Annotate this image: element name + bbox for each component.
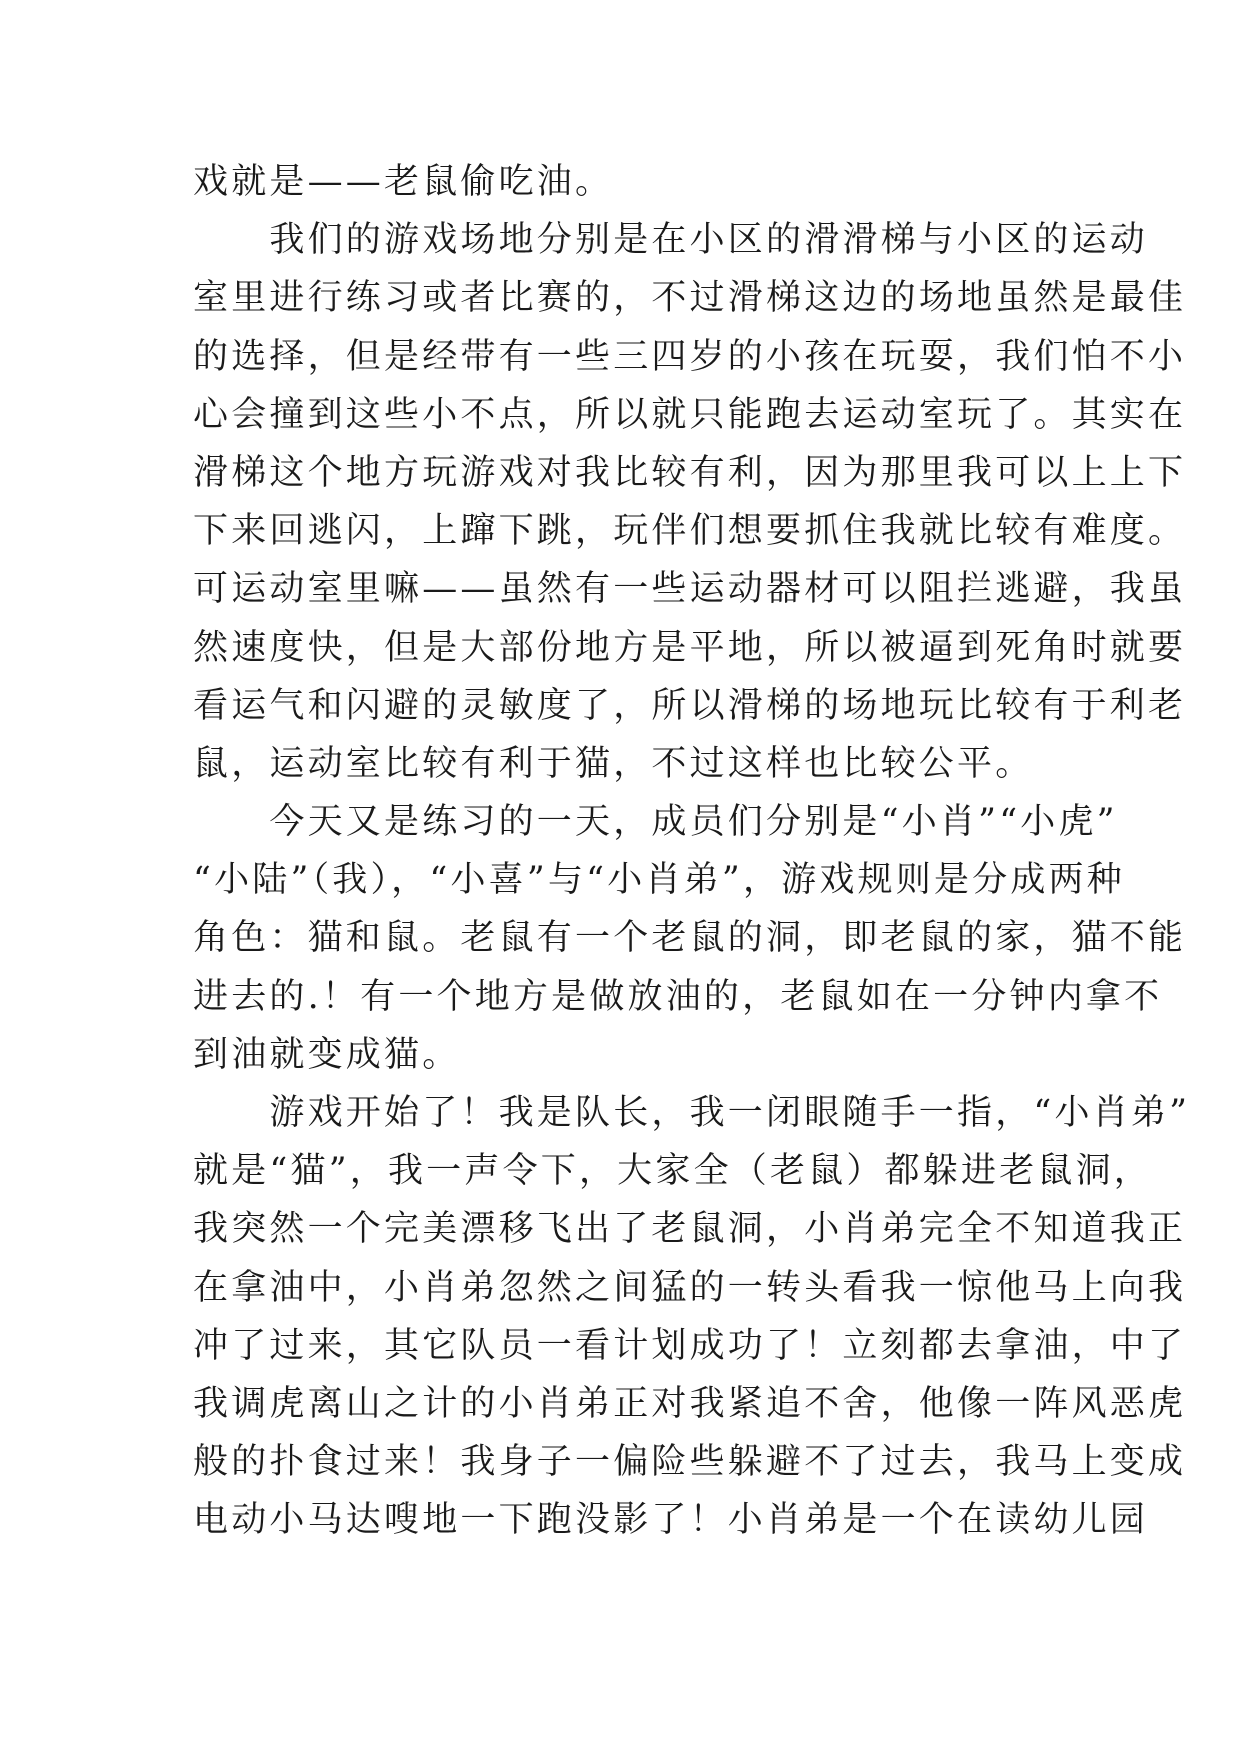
text-line: 进去的.！有一个地方是做放油的，老鼠如在一分钟内拿不 xyxy=(193,976,1163,1017)
text-line: 室里进行练习或者比赛的，不过滑梯这边的场地虽然是最佳 xyxy=(193,278,1187,319)
text-line: 就是“猫”，我一声令下，大家全（老鼠）都躲进老鼠洞， xyxy=(193,1151,1152,1192)
text-line: 心会撞到这些小不点，所以就只能跑去运动室玩了。其实在 xyxy=(193,394,1187,435)
text-line: 鼠，运动室比较有利于猫，不过这样也比较公平。 xyxy=(193,743,1034,784)
text-line: 电动小马达嗖地一下跑没影了！小肖弟是一个在读幼儿园 xyxy=(193,1500,1149,1541)
text-line: 我调虎离山之计的小肖弟正对我紧追不舍，他像一阵风恶虎 xyxy=(193,1383,1187,1424)
text-line: 我们的游戏场地分别是在小区的滑滑梯与小区的运动 xyxy=(193,220,1149,261)
text-line: 滑梯这个地方玩游戏对我比较有利，因为那里我可以上上下 xyxy=(193,452,1187,493)
text-line: 戏就是——老鼠偷吃油。 xyxy=(193,162,614,202)
text-line: 看运气和闪避的灵敏度了，所以滑梯的场地玩比较有于利老 xyxy=(193,685,1187,726)
text-line: “小陆”（我），“小喜”与“小肖弟”，游戏规则是分成两种 xyxy=(193,860,1125,901)
text-line: 角色：猫和鼠。老鼠有一个老鼠的洞，即老鼠的家，猫不能 xyxy=(193,918,1187,959)
body-text xyxy=(193,153,1191,1550)
text-line: 我突然一个完美漂移飞出了老鼠洞，小肖弟完全不知道我正 xyxy=(193,1209,1187,1250)
text-line: 到油就变成猫。 xyxy=(193,1034,461,1075)
text-line: 可运动室里嘛——虽然有一些运动器材可以阻拦逃避，我虽 xyxy=(193,569,1187,610)
text-line: 般的扑食过来！我身子一偏险些躲避不了过去，我马上变成 xyxy=(193,1442,1187,1483)
text-line: 游戏开始了！我是队长，我一闭眼随手一指，“小肖弟” xyxy=(193,1093,1191,1133)
text-line: 的选择，但是经带有一些三四岁的小孩在玩耍，我们怕不小 xyxy=(193,336,1187,377)
text-line: 下来回逃闪，上蹿下跳，玩伴们想要抓住我就比较有难度。 xyxy=(193,511,1187,552)
text-line: 今天又是练习的一天，成员们分别是“小肖”“小虎” xyxy=(193,802,1118,843)
text-line: 冲了过来，其它队员一看计划成功了！立刻都去拿油，中了 xyxy=(193,1325,1187,1366)
text-line: 在拿油中，小肖弟忽然之间猛的一转头看我一惊他马上向我 xyxy=(193,1267,1187,1308)
text-line: 然速度快，但是大部份地方是平地，所以被逼到死角时就要 xyxy=(193,627,1187,668)
